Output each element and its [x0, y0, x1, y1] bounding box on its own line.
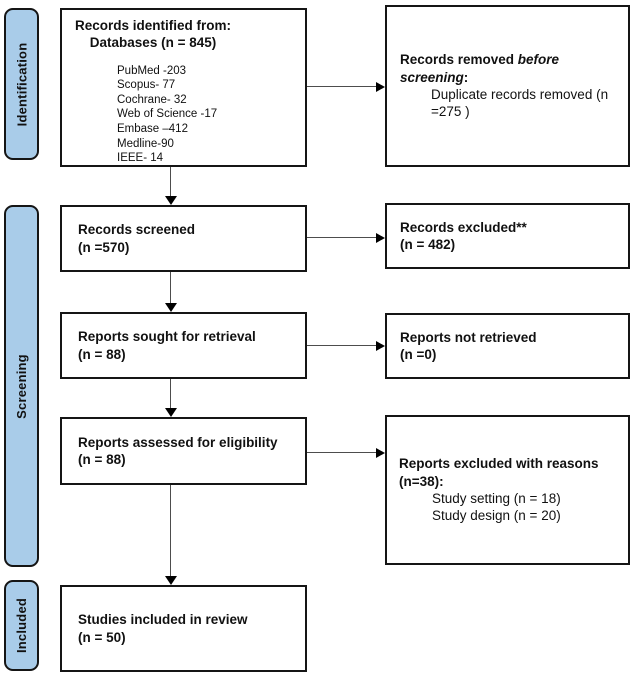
arrow-down-icon [165, 576, 177, 585]
stage-label-identification [4, 8, 39, 160]
box-reports-sought [60, 312, 307, 379]
source-web-of-science: Web of Science -17 [117, 108, 218, 121]
records-excluded-line1: Records excluded** [400, 219, 527, 235]
source-medline: Medline-90 [117, 137, 174, 150]
box-reports-assessed [60, 417, 307, 485]
records-identified-title-line2: Databases (n = 845) [89, 35, 217, 51]
records-screened-line2: (n =570) [78, 239, 130, 255]
records-identified-title [75, 17, 231, 52]
arrow-line [170, 379, 171, 408]
arrow-down-icon [165, 303, 177, 312]
stage-label-identification-text: Identification [14, 42, 30, 126]
records-removed-title-italic: before screening [400, 52, 560, 85]
box-reports-not-retrieved [385, 313, 630, 379]
box-studies-included [60, 585, 307, 672]
arrow-line [307, 345, 376, 346]
box-records-removed [385, 5, 630, 167]
reports-excluded-reasons-title-line1: Reports excluded with reasons [399, 456, 599, 472]
studies-included-line1: Studies included in review [78, 612, 248, 628]
duplicates-removed-line2: =275 ) [431, 104, 470, 120]
records-removed-title-suffix: : [463, 69, 469, 85]
reports-assessed-line2: (n = 88) [78, 452, 126, 467]
reports-excluded-reasons-title-line2: (n=38): [399, 473, 444, 489]
reports-sought-line1: Reports sought for retrieval [78, 329, 256, 345]
records-identified-title-line1: Records identified from: [75, 18, 232, 33]
records-excluded-line2: (n = 482) [400, 237, 456, 252]
stage-label-screening-text: Screening [14, 353, 29, 419]
arrow-right-icon [376, 82, 385, 92]
arrow-down-icon [165, 408, 177, 417]
source-pubmed: PubMed -203 [117, 64, 187, 77]
reports-not-retrieved-line1: Reports not retrieved [400, 329, 537, 345]
source-ieee: IEEE- 14 [117, 152, 164, 165]
arrow-line [170, 272, 171, 303]
stage-label-included-text: Included [14, 597, 29, 654]
stage-label-included [4, 580, 39, 671]
reports-not-retrieved-line2: (n =0) [400, 347, 437, 362]
exclusion-reason-study-design: Study design (n = 20) [432, 508, 561, 524]
reports-sought-line2: (n = 88) [78, 346, 126, 362]
arrow-right-icon [376, 341, 385, 351]
arrow-line [307, 237, 376, 238]
source-scopus: Scopus- 77 [117, 79, 176, 92]
box-records-excluded [385, 203, 630, 269]
database-source-list [117, 64, 305, 166]
exclusion-reason-study-setting: Study setting (n = 18) [432, 491, 561, 506]
source-embase: Embase –412 [117, 122, 188, 135]
source-cochrane: Cochrane- 32 [117, 93, 187, 106]
box-reports-excluded-reasons [385, 415, 630, 565]
records-removed-title-prefix: Records removed [400, 52, 518, 68]
duplicates-removed-line1: Duplicate records removed (n [431, 87, 609, 102]
arrow-down-icon [165, 196, 177, 205]
records-removed-title [400, 51, 620, 86]
reports-assessed-line1: Reports assessed for eligibility [78, 434, 278, 450]
box-records-screened [60, 205, 307, 272]
arrow-line [170, 485, 171, 576]
arrow-right-icon [376, 448, 385, 458]
reports-excluded-reasons-title [399, 455, 622, 490]
arrow-right-icon [376, 233, 385, 243]
arrow-line [170, 167, 171, 196]
box-records-identified [60, 8, 307, 167]
stage-label-screening [4, 205, 39, 567]
studies-included-line2: (n = 50) [78, 629, 126, 645]
records-screened-line1: Records screened [78, 222, 196, 238]
duplicates-removed-detail [431, 86, 620, 121]
arrow-line [307, 452, 376, 453]
arrow-line [307, 86, 376, 87]
